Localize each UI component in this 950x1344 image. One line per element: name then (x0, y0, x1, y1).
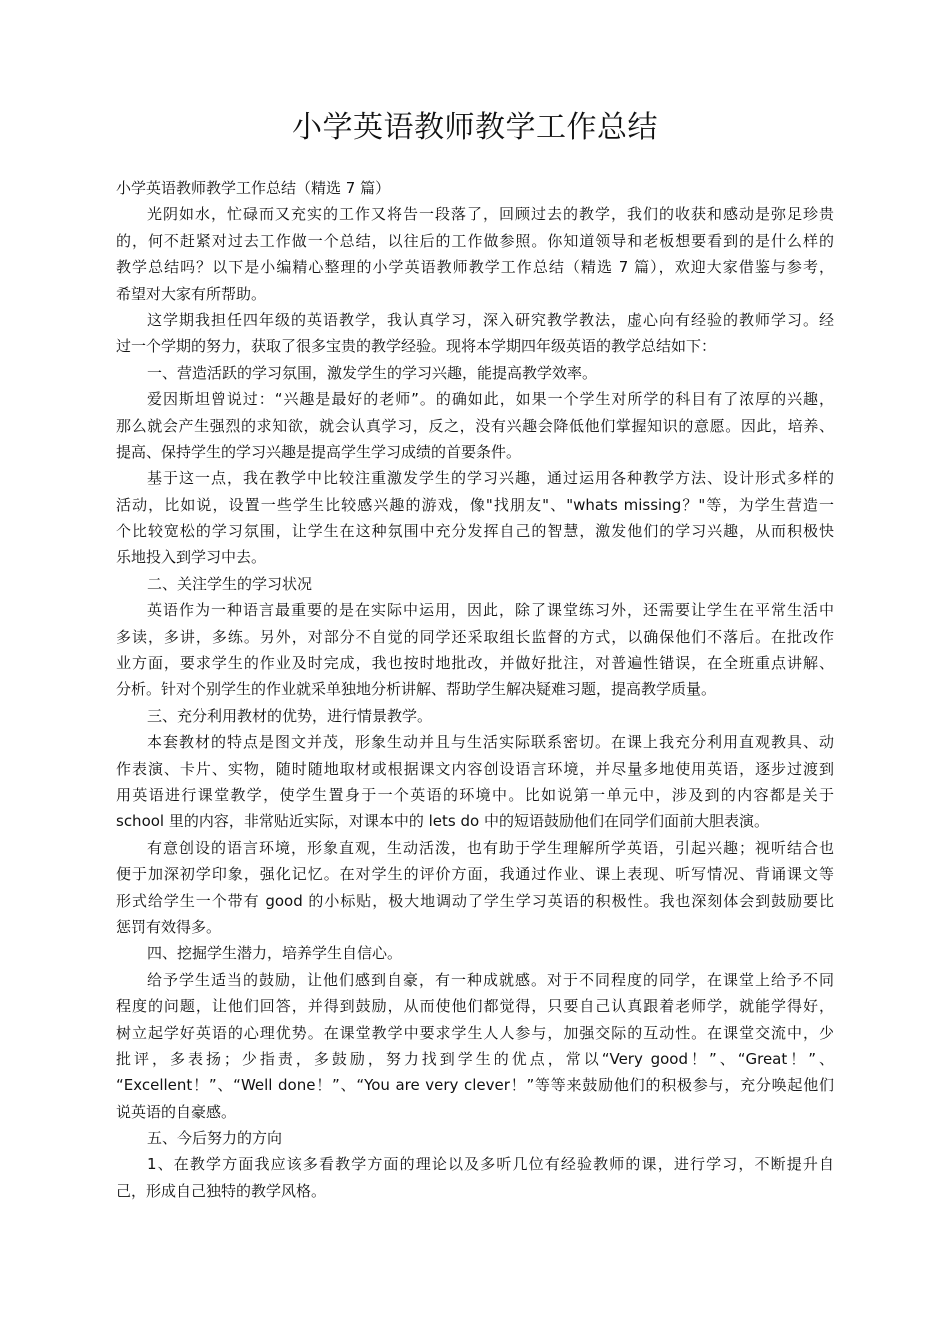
text-line: 光阴如水，忙碌而又充实的工作又将告一段落了，回顾过去的教学，我们的收获和感动是弥足珍贵 (147, 205, 834, 224)
text-line: 希望对大家有所帮助。 (116, 284, 267, 303)
text-line: 教学总结吗？以下是小编精心整理的小学英语教师教学工作总结（精选 7 篇），欢迎大家借鉴与参考， (116, 258, 834, 277)
text-line: 那么就会产生强烈的求知欲，就会认真学习，反之，没有兴趣会降低他们掌握知识的意愿。因此，培养、 (116, 416, 834, 435)
text-line: 四、挖掘学生潜力，培养学生自信心。 (147, 944, 403, 963)
text-line: 爱因斯坦曾说过：“兴趣是最好的老师”。的确如此，如果一个学生对所学的科目有了浓厚的兴趣， (147, 390, 834, 409)
text-line: 二、关注学生的学习状况 (147, 574, 313, 593)
text-line: 提高、保持学生的学习兴趣是提高学生学习成绩的首要条件。 (116, 442, 522, 461)
text-line: 三、充分利用教材的优势，进行情景教学。 (147, 706, 433, 725)
text-line: 便于加深初学印象，强化记忆。在对学生的评价方面，我通过作业、课上表现、听写情况、背诵课文等 (116, 865, 834, 884)
text-line: 多读，多讲，多练。另外，对部分不自觉的同学还采取组长监督的方式，以确保他们不落后。在批改作 (116, 627, 834, 646)
text-line: 英语作为一种语言最重要的是在实际中运用，因此，除了课堂练习外，还需要让学生在平常生活中 (147, 601, 834, 620)
text-line: 程度的问题，让他们回答，并得到鼓励，从而使他们都觉得，只要自己认真跟着老师学，就能学得好， (116, 997, 834, 1016)
text-line: 乐地投入到学习中去。 (116, 548, 267, 567)
text-line: 形式给学生一个带有 good 的小标贴，极大地调动了学生学习英语的积极性。我也深刻体会到鼓励要比 (116, 891, 834, 910)
text-line: 基于这一点，我在教学中比较注重激发学生的学习兴趣，通过运用各种教学方法、设计形式多样的 (147, 469, 834, 488)
text-line: 树立起学好英语的心理优势。在课堂教学中要求学生人人参与，加强交际的互动性。在课堂交流中，少 (116, 1023, 834, 1042)
text-line: 分析。针对个别学生的作业就采单独地分析讲解、帮助学生解决疑难习题，提高教学质量。 (116, 680, 717, 699)
text-line: 惩罚有效得多。 (116, 917, 222, 936)
text-line: 业方面，要求学生的作业及时完成，我也按时地批改，并做好批注，对普遍性错误，在全班重点讲解、 (116, 654, 834, 673)
text-line: 用英语进行课堂教学，使学生置身于一个英语的环境中。比如说第一单元中，涉及到的内容都是关于 (116, 785, 834, 804)
text-line: 的，何不赶紧对过去工作做一个总结，以往后的工作做参照。你知道领导和老板想要看到的是什么样的 (116, 231, 834, 250)
text-line: 这学期我担任四年级的英语教学，我认真学习，深入研究教学教法，虚心向有经验的教师学习。经 (147, 310, 834, 329)
text-line: 一、营造活跃的学习氛围，激发学生的学习兴趣，能提高教学效率。 (147, 363, 598, 382)
text-line: 批评，多表扬；少指责，多鼓励，努力找到学生的优点，常以“Very good！”、“Great！”、 (116, 1049, 834, 1068)
text-line: 过一个学期的努力，获取了很多宝贵的教学经验。现将本学期四年级英语的教学总结如下： (116, 337, 717, 356)
text-line: school 里的内容，非常贴近实际，对课本中的 lets do 中的短语鼓励他们在同学们面前大胆表演。 (116, 812, 769, 831)
text-line: 作表演、卡片、实物，随时随地取材或根据课文内容创设语言环境，并尽量多地使用英语，逐步过渡到 (116, 759, 834, 778)
text-line: 五、今后努力的方向 (147, 1129, 283, 1148)
text-line: 1、在教学方面我应该多看教学方面的理论以及多听几位有经验教师的课，进行学习，不断提升自 (147, 1155, 834, 1174)
document-title: 小学英语教师教学工作总结 (292, 110, 658, 145)
text-line: 有意创设的语言环境，形象直观，生动活泼，也有助于学生理解所学英语，引起兴趣；视听结合也 (147, 838, 834, 857)
document-body (116, 175, 834, 1204)
text-line: “Excellent！”、“Well done！”、“You are very clever！”等等来鼓励他们的积极参与，充分唤起他们 (116, 1076, 834, 1095)
text-line: 本套教材的特点是图文并茂，形象生动并且与生活实际联系密切。在课上我充分利用直观教具、动 (147, 733, 834, 752)
text-line: 说英语的自豪感。 (116, 1102, 237, 1121)
text-line: 活动，比如说，设置一些学生比较感兴趣的游戏，像"找朋友"、"whats missing？"等，为学生营造一 (116, 495, 834, 514)
text-line: 个比较宽松的学习氛围，让学生在这种氛围中充分发挥自己的智慧，激发他们的学习兴趣，从而积极快 (116, 522, 834, 541)
text-line: 己，形成自己独特的教学风格。 (116, 1181, 327, 1200)
text-line: 给予学生适当的鼓励，让他们感到自豪，有一种成就感。对于不同程度的同学，在课堂上给予不同 (147, 970, 834, 989)
text-line: 小学英语教师教学工作总结（精选 7 篇） (116, 179, 391, 197)
